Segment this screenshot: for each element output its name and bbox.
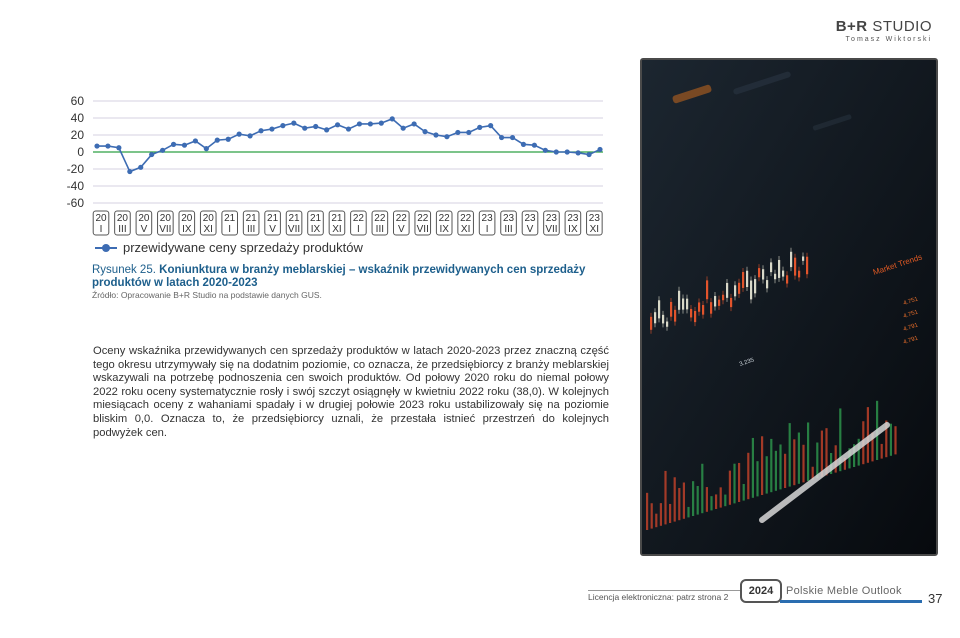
- volume-bar: [729, 471, 731, 505]
- data-point: [422, 129, 427, 134]
- data-point: [193, 138, 198, 143]
- x-tick-month: I: [99, 224, 103, 235]
- volume-bar: [789, 423, 791, 487]
- data-point: [554, 149, 559, 154]
- x-tick-month: XI: [203, 224, 213, 235]
- data-point: [149, 152, 154, 157]
- x-tick-month: VII: [159, 224, 172, 235]
- x-tick-month: V: [397, 224, 405, 235]
- brand-name-bold: B+R: [835, 18, 868, 35]
- photo-number-4: 4.791: [902, 335, 919, 346]
- x-tick-month: V: [269, 224, 276, 235]
- candle-body: [722, 295, 724, 300]
- x-tick-year: 22: [352, 213, 364, 224]
- candle-body: [658, 300, 660, 318]
- x-tick-month: VII: [416, 224, 429, 235]
- data-point: [477, 125, 482, 130]
- data-point: [313, 124, 318, 129]
- data-point: [401, 126, 406, 131]
- data-point: [116, 145, 121, 150]
- x-tick-month: VII: [287, 224, 301, 235]
- candle-body: [686, 299, 688, 310]
- legend-label: przewidywane ceny sprzedaży produktów: [123, 240, 363, 255]
- volume-bar: [752, 438, 754, 498]
- x-tick-month: I: [357, 224, 360, 235]
- data-point: [237, 132, 242, 137]
- data-point: [521, 142, 526, 147]
- candle-body: [714, 296, 716, 306]
- candle-body: [762, 269, 764, 279]
- candle-body: [710, 302, 712, 314]
- volume-bar: [715, 494, 717, 509]
- volume-bar: [821, 431, 823, 477]
- data-point: [576, 150, 581, 155]
- x-tick-month: V: [526, 224, 534, 235]
- y-tick-label: 60: [70, 94, 84, 108]
- figure-caption: [92, 264, 592, 290]
- volume-bar: [835, 445, 837, 472]
- volume-bar: [660, 503, 662, 526]
- candle-body: [758, 268, 760, 277]
- data-point: [302, 126, 307, 131]
- candle-body: [738, 283, 740, 294]
- data-point: [215, 138, 220, 143]
- market-chart-photo: [640, 58, 938, 556]
- x-tick-month: XI: [332, 224, 342, 235]
- volume-bar: [678, 488, 680, 520]
- candle-body: [786, 275, 788, 283]
- x-tick-year: 20: [138, 213, 150, 224]
- data-point: [412, 121, 417, 126]
- volume-bar: [646, 493, 648, 530]
- volume-bar: [669, 504, 671, 523]
- data-point: [586, 152, 591, 157]
- volume-bar: [697, 486, 699, 515]
- x-tick-year: 22: [460, 213, 472, 224]
- volume-bar: [807, 422, 809, 481]
- volume-bar: [761, 436, 763, 495]
- candle-body: [650, 317, 652, 330]
- data-point: [368, 121, 373, 126]
- x-tick-year: 21: [245, 213, 257, 224]
- y-tick-label: -40: [66, 179, 84, 193]
- x-tick-month: IX: [439, 224, 449, 235]
- volume-bar: [743, 484, 745, 501]
- x-tick-year: 20: [159, 213, 171, 224]
- candle-body: [678, 291, 680, 310]
- x-tick-month: V: [140, 224, 148, 235]
- candle-body: [798, 271, 800, 278]
- data-point: [597, 147, 602, 152]
- x-tick-year: 22: [417, 213, 429, 224]
- data-point: [291, 121, 296, 126]
- x-tick-year: 21: [224, 213, 236, 224]
- volume-bar: [706, 487, 708, 512]
- x-tick-year: 22: [438, 213, 450, 224]
- candle-body: [754, 279, 756, 293]
- volume-bar: [674, 477, 676, 521]
- x-tick-month: III: [504, 224, 513, 235]
- x-tick-year: 23: [481, 213, 493, 224]
- volume-bar: [793, 439, 795, 485]
- volume-bar: [798, 433, 800, 484]
- x-tick-year: 20: [95, 213, 107, 224]
- candle-body: [654, 312, 656, 323]
- x-tick-month: XI: [460, 224, 471, 235]
- candle-body: [670, 302, 672, 317]
- volume-bar: [890, 424, 892, 456]
- data-point: [269, 126, 274, 131]
- x-tick-year: 23: [502, 213, 515, 224]
- x-tick-month: VII: [545, 224, 558, 235]
- y-tick-label: -60: [66, 196, 84, 210]
- data-point: [357, 121, 362, 126]
- photo-label-market: Market Trends: [871, 252, 924, 277]
- caption-prefix: Rysunek 25.: [92, 264, 156, 276]
- data-point: [466, 130, 471, 135]
- brand-name: [836, 18, 932, 35]
- candle-body: [662, 315, 664, 324]
- data-point: [247, 133, 252, 138]
- candle-body: [742, 272, 744, 288]
- volume-bar: [733, 464, 735, 504]
- candle-body: [666, 322, 668, 327]
- x-tick-year: 23: [545, 213, 558, 224]
- candle-body: [694, 311, 696, 322]
- candle-body: [782, 271, 784, 277]
- candle-body: [734, 285, 736, 296]
- footer-title: Polskie Meble Outlook: [786, 585, 902, 597]
- volume-bar: [894, 426, 896, 454]
- candle-body: [690, 309, 692, 317]
- data-point: [226, 137, 231, 142]
- brand-subtitle: Tomasz Wiktorski: [845, 36, 932, 43]
- brand-name-rest: STUDIO: [867, 18, 932, 35]
- trading-screen-image: [642, 60, 936, 554]
- legend-marker-icon: [95, 241, 117, 255]
- x-tick-month: IX: [310, 224, 321, 235]
- data-point: [182, 143, 187, 148]
- y-tick-label: 40: [70, 111, 84, 125]
- volume-bar: [816, 443, 818, 479]
- data-point: [346, 126, 351, 131]
- data-point: [138, 165, 143, 170]
- footer-license: Licencja elektroniczna: patrz strona 2: [588, 592, 729, 602]
- candle-body: [774, 274, 776, 279]
- x-tick-month: IX: [568, 224, 578, 235]
- volume-bar: [655, 514, 657, 528]
- volume-bar: [701, 464, 703, 513]
- volume-bar: [687, 507, 689, 517]
- x-tick-year: 23: [567, 213, 579, 224]
- data-point: [258, 128, 263, 133]
- volume-bar: [651, 503, 653, 528]
- volume-bar: [784, 454, 786, 488]
- data-point: [499, 135, 504, 140]
- data-point: [510, 135, 515, 140]
- data-point: [204, 146, 209, 151]
- candle-body: [730, 298, 732, 307]
- data-point: [488, 123, 493, 128]
- data-point: [444, 134, 449, 139]
- candle-body: [726, 283, 728, 298]
- volume-bar: [724, 495, 726, 507]
- candle-body: [794, 258, 796, 276]
- volume-bar: [881, 444, 883, 459]
- page-number: 37: [928, 591, 943, 606]
- data-point: [171, 142, 176, 147]
- x-tick-month: I: [485, 224, 489, 235]
- x-tick-year: 23: [588, 213, 600, 224]
- brand-logo: [836, 18, 932, 43]
- x-tick-year: 20: [116, 213, 129, 224]
- y-tick-label: 20: [70, 128, 84, 142]
- candle-body: [802, 256, 804, 260]
- data-point: [565, 149, 570, 154]
- x-tick-month: III: [246, 224, 256, 235]
- y-tick-label: -20: [66, 162, 84, 176]
- volume-bar: [738, 463, 740, 502]
- photo-number-2: 4.751: [902, 309, 919, 320]
- x-tick-year: 23: [524, 213, 536, 224]
- candle-body: [698, 302, 700, 311]
- footer-accent-bar: [780, 600, 922, 603]
- x-tick-month: I: [228, 224, 232, 235]
- x-tick-month: III: [375, 224, 385, 235]
- x-tick-year: 22: [395, 213, 407, 224]
- data-point: [324, 127, 329, 132]
- y-tick-label: 0: [77, 145, 84, 159]
- candle-body: [778, 260, 780, 278]
- body-paragraph: Oceny wskaźnika przewidywanych cen sprzedaży produktów w latach 2020-2023 przez znaczną część tego okresu utrzymywały się na dodatnim poziomie, co oznacza, że przedsiębiorcy z branży meblarskiej wskazywali na potrzebę podnoszenia cen swoich produktów. Od połowy 2020 roku do niemal połowy 2022 roku oceny systematycznie rosły i swój szczyt osiągnęły w kwietniu 2022 roku (38,0). W kolejnych miesiącach oceny z wahaniami spadały i w drugiej połowie 2023 roku ustabilizowały się na poziomie bliskim 0,0. Oznacza to, że przedsiębiorcy uznali, że przestała istnieć przestrzeń do kolejnych podwyżek cen.: [93, 345, 609, 439]
- volume-bar: [779, 444, 781, 489]
- data-point: [335, 122, 340, 127]
- volume-bar: [756, 461, 758, 496]
- footer-year-badge: 2024: [740, 579, 782, 603]
- volume-bar: [692, 481, 694, 516]
- volume-bar: [664, 471, 666, 524]
- data-point: [105, 143, 110, 148]
- candle-body: [770, 262, 772, 272]
- data-point: [379, 121, 384, 126]
- x-tick-year: 21: [267, 213, 279, 224]
- volume-bar: [867, 407, 869, 463]
- candle-body: [790, 252, 792, 267]
- volume-bar: [683, 483, 685, 519]
- data-point: [160, 148, 165, 153]
- volume-bar: [775, 451, 777, 491]
- data-point: [94, 143, 99, 148]
- data-point: [433, 132, 438, 137]
- data-point: [543, 148, 548, 153]
- candle-body: [674, 310, 676, 322]
- candle-body: [746, 271, 748, 287]
- x-tick-year: 22: [374, 213, 386, 224]
- volume-bar: [710, 496, 712, 510]
- candle-body: [682, 299, 684, 310]
- volume-bar: [802, 445, 804, 483]
- data-point: [127, 169, 132, 174]
- x-tick-year: 21: [331, 213, 343, 224]
- x-tick-month: IX: [182, 224, 192, 235]
- candle-body: [718, 300, 720, 306]
- x-tick-year: 20: [181, 213, 193, 224]
- photo-label-price: 3.235: [738, 357, 755, 368]
- x-tick-year: 21: [288, 213, 300, 224]
- caption-title: Koniunktura w branży meblarskiej – wskaźnik przewidywanych cen sprzedaży produktów w latach 2020-2023: [92, 264, 586, 289]
- footer-divider: [588, 590, 740, 591]
- candle-body: [702, 305, 704, 315]
- data-point: [280, 123, 285, 128]
- x-tick-year: 20: [202, 213, 214, 224]
- data-point: [390, 116, 395, 121]
- candle-body: [750, 281, 752, 300]
- x-tick-month: XI: [589, 224, 600, 235]
- data-point: [455, 130, 460, 135]
- photo-number-3: 4.791: [902, 322, 919, 333]
- figure-source: Źródło: Opracowanie B+R Studio na podstawie danych GUS.: [92, 290, 322, 300]
- volume-bar: [747, 453, 749, 499]
- data-point: [532, 143, 537, 148]
- candle-body: [806, 257, 808, 274]
- volume-bar: [720, 487, 722, 507]
- x-tick-month: III: [118, 224, 127, 235]
- candle-body: [706, 280, 708, 299]
- chart-legend: [95, 240, 363, 255]
- volume-bar: [766, 456, 768, 493]
- volume-bar: [770, 439, 772, 492]
- line-chart: [60, 92, 620, 242]
- candle-body: [766, 280, 768, 288]
- x-tick-year: 21: [309, 213, 322, 224]
- photo-number-1: 4.751: [902, 296, 919, 307]
